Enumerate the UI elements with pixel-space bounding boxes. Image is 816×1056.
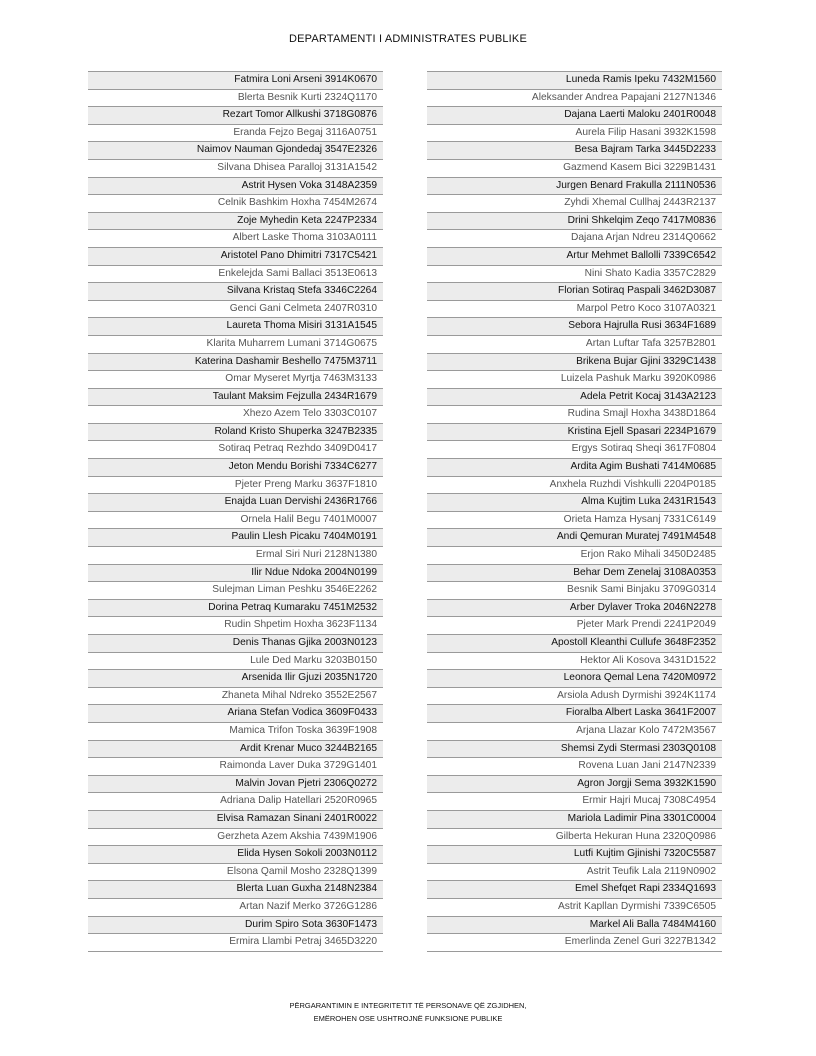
list-item: Astrit Teufik Lala 2119N0902: [427, 864, 722, 882]
page-title: DEPARTAMENTI I ADMINISTRATES PUBLIKE: [288, 33, 528, 45]
list-item: Apostoll Kleanthi Cullufe 3648F2352: [427, 635, 722, 653]
list-item: Ardita Agim Bushati 7414M0685: [427, 459, 722, 477]
list-item: Artan Luftar Tafa 3257B2801: [427, 336, 722, 354]
list-item: Lule Ded Marku 3203B0150: [88, 653, 383, 671]
list-item: Rezart Tomor Allkushi 3718G0876: [88, 107, 383, 125]
list-item: Laureta Thoma Misiri 3131A1545: [88, 318, 383, 336]
left-name-list: [88, 71, 383, 952]
list-item: Blerta Luan Guxha 2148N2384: [88, 881, 383, 899]
list-item: Ermal Siri Nuri 2128N1380: [88, 547, 383, 565]
list-item: Agron Jorgji Sema 3932K1590: [427, 776, 722, 794]
list-item: Zhaneta Mihal Ndreko 3552E2567: [88, 688, 383, 706]
list-item: Marpol Petro Koco 3107A0321: [427, 301, 722, 319]
list-item: Ermir Hajri Mucaj 7308C4954: [427, 793, 722, 811]
list-item: Denis Thanas Gjika 2003N0123: [88, 635, 383, 653]
list-item: Zyhdi Xhemal Cullhaj 2443R2137: [427, 195, 722, 213]
list-item: Xhezo Azem Telo 3303C0107: [88, 406, 383, 424]
list-item: Artan Nazif Merko 3726G1286: [88, 899, 383, 917]
list-item: Rudin Shpetim Hoxha 3623F1134: [88, 617, 383, 635]
list-item: Sotiraq Petraq Rezhdo 3409D0417: [88, 441, 383, 459]
list-item: Sulejman Liman Peshku 3546E2262: [88, 582, 383, 600]
list-item: Kristina Ejell Spasari 2234P1679: [427, 424, 722, 442]
list-item: Markel Ali Balla 7484M4160: [427, 917, 722, 935]
list-item: Jurgen Benard Frakulla 2111N0536: [427, 178, 722, 196]
list-item: Blerta Besnik Kurti 2324Q1170: [88, 90, 383, 108]
list-item: Ilir Ndue Ndoka 2004N0199: [88, 565, 383, 583]
list-item: Malvin Jovan Pjetri 2306Q0272: [88, 776, 383, 794]
list-item: Leonora Qemal Lena 7420M0972: [427, 670, 722, 688]
list-item: Mamica Trifon Toska 3639F1908: [88, 723, 383, 741]
list-item: Genci Gani Celmeta 2407R0310: [88, 301, 383, 319]
list-item: Gazmend Kasem Bici 3229B1431: [427, 160, 722, 178]
list-item: Pjeter Preng Marku 3637F1810: [88, 477, 383, 495]
list-item: Jeton Mendu Borishi 7334C6277: [88, 459, 383, 477]
list-item: Elsona Qamil Mosho 2328Q1399: [88, 864, 383, 882]
list-item: Aristotel Pano Dhimitri 7317C5421: [88, 248, 383, 266]
list-item: Klarita Muharrem Lumani 3714G0675: [88, 336, 383, 354]
list-item: Katerina Dashamir Beshello 7475M3711: [88, 354, 383, 372]
list-item: Raimonda Laver Duka 3729G1401: [88, 758, 383, 776]
list-item: Ornela Halil Begu 7401M0007: [88, 512, 383, 530]
list-item: Brikena Bujar Gjini 3329C1438: [427, 354, 722, 372]
list-item: Sebora Hajrulla Rusi 3634F1689: [427, 318, 722, 336]
list-item: Astrit Kapllan Dyrmishi 7339C6505: [427, 899, 722, 917]
list-item: Dajana Arjan Ndreu 2314Q0662: [427, 230, 722, 248]
list-item: Rudina Smajl Hoxha 3438D1864: [427, 406, 722, 424]
list-item: Florian Sotiraq Paspali 3462D3087: [427, 283, 722, 301]
list-item: Elvisa Ramazan Sinani 2401R0022: [88, 811, 383, 829]
list-item: Durim Spiro Sota 3630F1473: [88, 917, 383, 935]
list-item: Erjon Rako Mihali 3450D2485: [427, 547, 722, 565]
list-item: Adriana Dalip Hatellari 2520R0965: [88, 793, 383, 811]
list-item: Aleksander Andrea Papajani 2127N1346: [427, 90, 722, 108]
list-item: Elida Hysen Sokoli 2003N0112: [88, 846, 383, 864]
list-item: Adela Petrit Kocaj 3143A2123: [427, 389, 722, 407]
list-item: Ermira Llambi Petraj 3465D3220: [88, 934, 383, 952]
list-item: Astrit Hysen Voka 3148A2359: [88, 178, 383, 196]
list-item: Celnik Bashkim Hoxha 7454M2674: [88, 195, 383, 213]
list-item: Hektor Ali Kosova 3431D1522: [427, 653, 722, 671]
list-item: Arber Dylaver Troka 2046N2278: [427, 600, 722, 618]
list-item: Luizela Pashuk Marku 3920K0986: [427, 371, 722, 389]
list-item: Orieta Hamza Hysanj 7331C6149: [427, 512, 722, 530]
list-item: Enkelejda Sami Ballaci 3513E0613: [88, 266, 383, 284]
list-item: Dajana Laerti Maloku 2401R0048: [427, 107, 722, 125]
list-item: Anxhela Ruzhdi Vishkulli 2204P0185: [427, 477, 722, 495]
list-item: Silvana Dhisea Paralloj 3131A1542: [88, 160, 383, 178]
footer-line-2: EMËROHEN OSE USHTROJNË FUNKSIONE PUBLIKE: [313, 1014, 503, 1023]
list-item: Aurela Filip Hasani 3932K1598: [427, 125, 722, 143]
list-item: Dorina Petraq Kumaraku 7451M2532: [88, 600, 383, 618]
list-item: Besnik Sami Binjaku 3709G0314: [427, 582, 722, 600]
list-item: Luneda Ramis Ipeku 7432M1560: [427, 72, 722, 90]
list-item: Naimov Nauman Gjondedaj 3547E2326: [88, 142, 383, 160]
right-name-list: [427, 71, 722, 952]
list-item: Pjeter Mark Prendi 2241P2049: [427, 617, 722, 635]
list-item: Eranda Fejzo Begaj 3116A0751: [88, 125, 383, 143]
list-item: Shemsi Zydi Stermasi 2303Q0108: [427, 741, 722, 759]
list-item: Fatmira Loni Arseni 3914K0670: [88, 72, 383, 90]
list-item: Albert Laske Thoma 3103A0111: [88, 230, 383, 248]
list-item: Besa Bajram Tarka 3445D2233: [427, 142, 722, 160]
list-item: Omar Myseret Myrtja 7463M3133: [88, 371, 383, 389]
list-item: Taulant Maksim Fejzulla 2434R1679: [88, 389, 383, 407]
list-item: Paulin Llesh Picaku 7404M0191: [88, 529, 383, 547]
list-item: Gerzheta Azem Akshia 7439M1906: [88, 829, 383, 847]
list-item: Zoje Myhedin Keta 2247P2334: [88, 213, 383, 231]
list-item: Drini Shkelqim Zeqo 7417M0836: [427, 213, 722, 231]
list-item: Roland Kristo Shuperka 3247B2335: [88, 424, 383, 442]
list-item: Rovena Luan Jani 2147N2339: [427, 758, 722, 776]
list-item: Ardit Krenar Muco 3244B2165: [88, 741, 383, 759]
list-item: Mariola Ladimir Pina 3301C0004: [427, 811, 722, 829]
list-item: Silvana Kristaq Stefa 3346C2264: [88, 283, 383, 301]
list-item: Artur Mehmet Ballolli 7339C6542: [427, 248, 722, 266]
list-item: Arsenida Ilir Gjuzi 2035N1720: [88, 670, 383, 688]
list-item: Fioralba Albert Laska 3641F2007: [427, 705, 722, 723]
list-item: Enajda Luan Dervishi 2436R1766: [88, 494, 383, 512]
list-item: Gilberta Hekuran Huna 2320Q0986: [427, 829, 722, 847]
list-item: Lutfi Kujtim Gjinishi 7320C5587: [427, 846, 722, 864]
list-item: Ariana Stefan Vodica 3609F0433: [88, 705, 383, 723]
footer-line-1: PËRGARANTIMIN E INTEGRITETIT TË PERSONAVE QË ZGJIDHEN,: [289, 1001, 527, 1010]
list-item: Arsiola Adush Dyrmishi 3924K1174: [427, 688, 722, 706]
list-item: Andi Qemuran Muratej 7491M4548: [427, 529, 722, 547]
list-item: Emerlinda Zenel Guri 3227B1342: [427, 934, 722, 952]
page-footer: [0, 999, 816, 1025]
list-item: Arjana Llazar Kolo 7472M3567: [427, 723, 722, 741]
list-item: Alma Kujtim Luka 2431R1543: [427, 494, 722, 512]
list-item: Ergys Sotiraq Sheqi 3617F0804: [427, 441, 722, 459]
list-item: Emel Shefqet Rapi 2334Q1693: [427, 881, 722, 899]
list-item: Behar Dem Zenelaj 3108A0353: [427, 565, 722, 583]
list-item: Nini Shato Kadia 3357C2829: [427, 266, 722, 284]
